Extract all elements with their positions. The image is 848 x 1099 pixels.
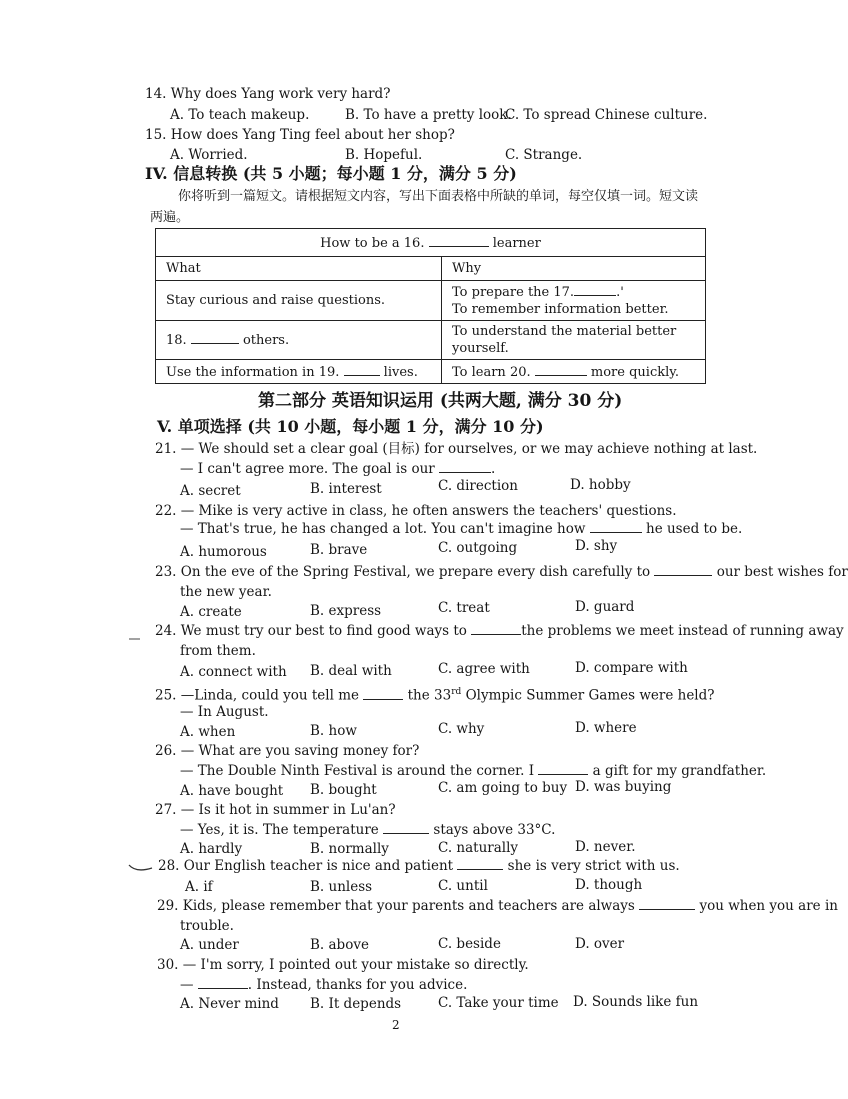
q15-option-c: C. Strange.	[505, 147, 583, 163]
q29-line2: trouble.	[180, 918, 234, 934]
q22-option-c: C. outgoing	[438, 540, 518, 556]
q21-option-d: D. hobby	[570, 477, 631, 493]
q21-line1: 21. — We should set a clear goal (目标) for ourselves, or we may achieve nothing at last.	[155, 441, 758, 457]
q22-option-d: D. shy	[575, 538, 618, 554]
q29-option-c: C. beside	[438, 936, 501, 952]
q25-line1-end: Olympic Summer Games were held?	[465, 687, 715, 704]
blank-17[interactable]	[574, 283, 616, 296]
q25-line1-mid: the 33	[407, 687, 452, 704]
q23-option-a: A. create	[180, 604, 242, 620]
q14-option-b: B. To have a pretty look.	[345, 107, 512, 123]
q22-line2-end: he used to be.	[646, 521, 743, 537]
q26-option-b: B. bought	[310, 782, 377, 798]
blank-20[interactable]	[535, 363, 587, 376]
q15-stem: 15. How does Yang Ting feel about her shop?	[145, 127, 455, 143]
row1-why-line1: To prepare the 17.	[452, 285, 575, 300]
q27-line2-end: stays above 33°C.	[433, 822, 556, 838]
q24-option-a: A. connect with	[180, 664, 287, 680]
section-5-title: V. 单项选择 (共 10 小题，每小题 1 分，满分 10 分)	[157, 417, 544, 436]
q30-dash: —	[180, 977, 194, 993]
q25-option-d: D. where	[575, 720, 637, 736]
q21-blank[interactable]	[439, 460, 491, 473]
q29-option-b: B. above	[310, 937, 369, 953]
pencil-mark-icon	[128, 636, 142, 642]
q29-line1	[157, 897, 838, 915]
row1-why-line1-end: .'	[616, 285, 624, 300]
q26-line1: 26. — What are you saving money for?	[155, 743, 420, 759]
q28-line1-text: 28. Our English teacher is nice and patient	[158, 858, 454, 874]
q25-option-b: B. how	[310, 723, 357, 739]
q26-line2	[180, 762, 766, 780]
q24-blank[interactable]	[471, 622, 521, 635]
q24-option-b: B. deal with	[310, 663, 392, 679]
section-4-title: IV. 信息转换 (共 5 小题；每小题 1 分，满分 5 分)	[145, 164, 517, 183]
q26-option-d: D. was buying	[575, 779, 672, 795]
q23-line2: the new year.	[180, 584, 272, 600]
q27-option-a: A. hardly	[180, 841, 243, 857]
q21-option-a: A. secret	[180, 483, 241, 499]
q26-line2-text: — The Double Ninth Festival is around the corner. I	[180, 763, 535, 779]
q21-line2-text: — I can't agree more. The goal is our	[180, 461, 435, 477]
page-number: 2	[392, 1018, 400, 1032]
q23-option-b: B. express	[310, 603, 382, 619]
q25-option-c: C. why	[438, 721, 485, 737]
q25-line1-text: 25. —Linda, could you tell me	[155, 687, 360, 704]
table-title-text-end: learner	[492, 235, 541, 251]
row3-what	[156, 360, 442, 384]
q22-option-b: B. brave	[310, 542, 368, 558]
part-2-title: 第二部分 英语知识运用 (共两大题, 满分 30 分)	[258, 391, 623, 411]
q22-option-a: A. humorous	[180, 544, 267, 560]
q27-option-d: D. never.	[575, 839, 636, 855]
q28-line1-end: she is very strict with us.	[507, 858, 680, 874]
q28-option-b: B. unless	[310, 879, 373, 895]
q26-option-a: A. have bought	[180, 783, 284, 799]
q21-option-b: B. interest	[310, 481, 382, 497]
q23-line1-end: our best wishes for	[716, 564, 848, 580]
q24-line1-end: the problems we meet instead of running away	[521, 623, 844, 639]
row2-why: To understand the material better yourself.	[442, 321, 706, 360]
row2-what-text: others.	[242, 333, 290, 348]
blank-16[interactable]	[429, 234, 489, 247]
q29-option-a: A. under	[180, 937, 239, 953]
q24-line1-text: 24. We must try our best to find good ways to	[155, 623, 467, 639]
header-what: What	[156, 257, 442, 281]
blank-18[interactable]	[191, 331, 239, 344]
q25-superscript: rd	[451, 687, 462, 697]
row2-what	[156, 321, 442, 360]
q28-line1	[158, 857, 680, 875]
q30-option-c: C. Take your time	[438, 995, 559, 1011]
q25-line1	[155, 683, 715, 705]
q26-blank[interactable]	[538, 762, 588, 775]
q29-line1-end: you when you are in	[699, 898, 838, 914]
q30-blank[interactable]	[198, 976, 248, 989]
section-4-instruction: 你将听到一篇短文。请根据短文内容，写出下面表格中所缺的单词，每空仅填一词。短文读	[178, 189, 699, 204]
row1-why	[442, 281, 706, 321]
q27-line2	[180, 821, 555, 839]
q28-option-a: A. if	[185, 879, 213, 895]
q30-line1: 30. — I'm sorry, I pointed out your mistake so directly.	[157, 957, 529, 973]
q27-line2-text: — Yes, it is. The temperature	[180, 822, 379, 838]
info-table	[155, 228, 706, 384]
blank-19[interactable]	[344, 363, 380, 376]
row3-why	[442, 360, 706, 384]
header-why: Why	[442, 257, 706, 281]
q22-line1: 22. — Mike is very active in class, he often answers the teachers' questions.	[155, 503, 677, 519]
q28-option-d: D. though	[575, 877, 643, 893]
q22-line2	[180, 520, 742, 538]
q29-blank[interactable]	[639, 897, 695, 910]
q24-option-d: D. compare with	[575, 660, 688, 676]
table-title-text: How to be a 16.	[320, 235, 425, 251]
row1-why-line2: To remember information better.	[452, 302, 669, 317]
row3-why-text: To learn 20.	[452, 364, 531, 380]
q23-option-d: D. guard	[575, 599, 635, 615]
row2-what-num: 18.	[166, 333, 187, 348]
q27-blank[interactable]	[383, 821, 429, 834]
pencil-mark-icon	[128, 862, 154, 874]
q15-option-a: A. Worried.	[170, 147, 248, 163]
q26-line2-end: a gift for my grandfather.	[592, 763, 767, 779]
q30-option-b: B. It depends	[310, 996, 402, 1012]
q23-line1-text: 23. On the eve of the Spring Festival, we prepare every dish carefully to	[155, 564, 651, 580]
q14-option-a: A. To teach makeup.	[170, 107, 310, 123]
q26-option-c: C. am going to buy	[438, 780, 568, 796]
q24-line1	[155, 622, 844, 640]
q24-option-c: C. agree with	[438, 661, 530, 677]
q23-option-c: C. treat	[438, 600, 490, 616]
q14-option-c: C. To spread Chinese culture.	[505, 107, 708, 123]
q29-line1-text: 29. Kids, please remember that your parents and teachers are always	[157, 898, 635, 914]
q30-option-d: D. Sounds like fun	[573, 994, 699, 1010]
q27-line1: 27. — Is it hot in summer in Lu'an?	[155, 802, 396, 818]
q29-option-d: D. over	[575, 936, 625, 952]
section-4-instruction-cont: 两遍。	[150, 210, 190, 225]
q25-line2: — In August.	[180, 704, 269, 720]
q21-line2-end: .	[491, 461, 496, 477]
row1-what: Stay curious and raise questions.	[156, 281, 442, 321]
q22-line2-text: — That's true, he has changed a lot. You can't imagine how	[180, 521, 586, 537]
q23-blank[interactable]	[654, 563, 712, 576]
q21-line2	[180, 460, 495, 478]
q27-option-b: B. normally	[310, 841, 389, 857]
q28-blank[interactable]	[457, 857, 503, 870]
row3-what-text: Use the information in 19.	[166, 364, 340, 380]
q25-option-a: A. when	[180, 724, 236, 740]
q28-option-c: C. until	[438, 878, 488, 894]
q25-blank[interactable]	[363, 687, 403, 700]
q30-line2	[180, 976, 467, 994]
q14-stem: 14. Why does Yang work very hard?	[145, 86, 391, 102]
q22-blank[interactable]	[590, 520, 642, 533]
q21-option-c: C. direction	[438, 478, 518, 494]
q30-line2-text: . Instead, thanks for you advice.	[247, 977, 468, 993]
table-title	[156, 229, 706, 257]
q24-line2: from them.	[180, 643, 256, 659]
row3-why-text-end: more quickly.	[590, 364, 680, 380]
row3-what-text-end: lives.	[383, 364, 418, 380]
q27-option-c: C. naturally	[438, 840, 519, 856]
q23-line1	[155, 563, 848, 581]
q30-option-a: A. Never mind	[180, 996, 279, 1012]
q15-option-b: B. Hopeful.	[345, 147, 423, 163]
